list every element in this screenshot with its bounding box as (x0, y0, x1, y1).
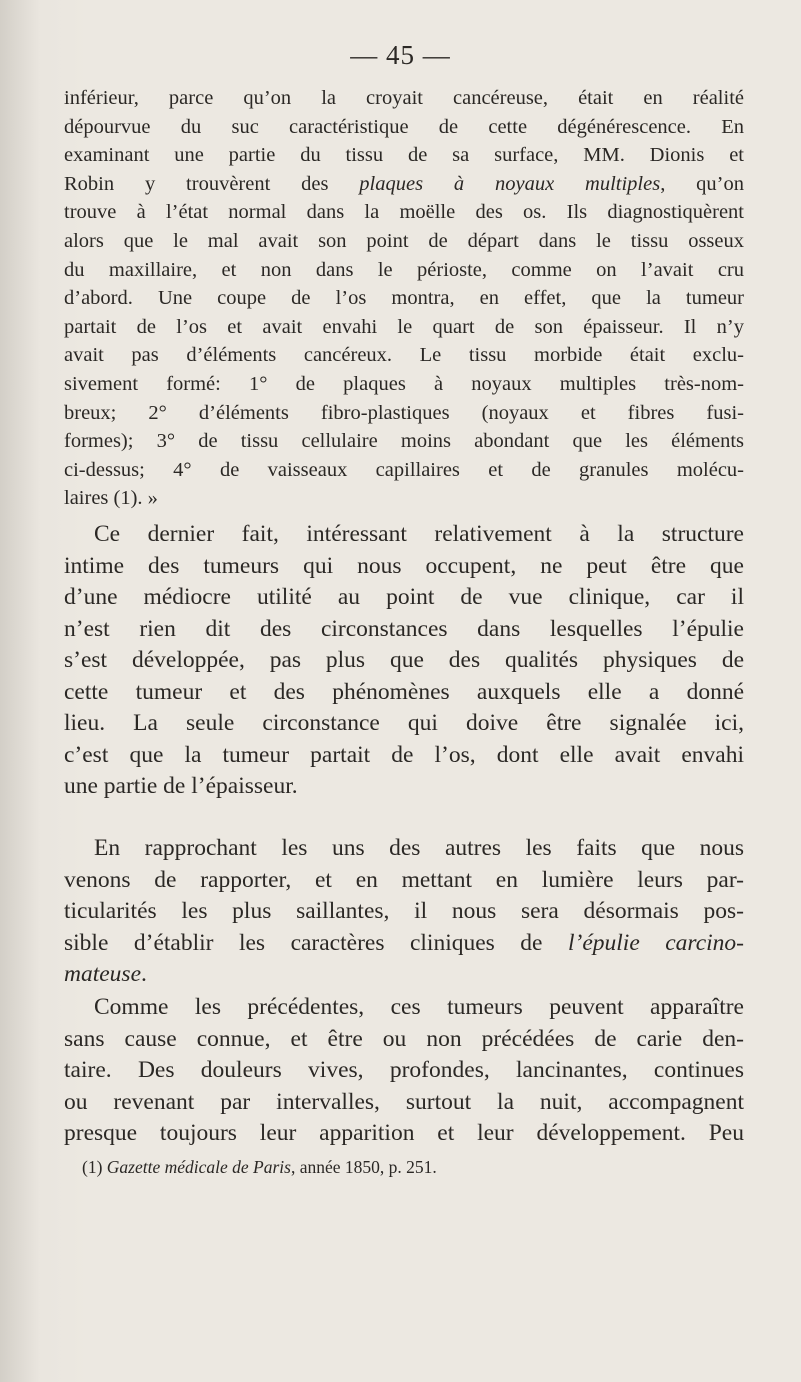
text-line: une partie de l’épaisseur. (64, 773, 298, 799)
text-line: du maxillaire, et non dans le périoste, comme on l’avait cru (64, 258, 744, 281)
text-line: dépourvue du suc caractéristique de cette dégénérescence. En (64, 115, 744, 138)
text-line: laires (1). » (64, 487, 158, 510)
text-line: lieu. La seule circonstance qui doive être signalée ici, (64, 710, 744, 736)
paragraph (64, 992, 744, 1150)
quoted-passage (64, 84, 744, 513)
text-line (64, 928, 744, 960)
text-line: partait de l’os et avait envahi le quart de son épaisseur. Il n’y (64, 315, 744, 338)
text-line: sans cause connue, et être ou non précédées de carie den- (64, 1025, 744, 1052)
text-line: trouve à l’état normal dans la moëlle des os. Ils diagnostiquèrent (64, 201, 744, 224)
footnote-text: , année 1850, p. 251. (290, 1157, 437, 1177)
text-line: examinant une partie du tissu de sa surface, MM. Dionis et (64, 144, 744, 167)
paragraph (64, 833, 744, 991)
text-line: n’est rien dit des circonstances dans lesquelles l’épulie (64, 615, 744, 642)
text-line: cette tumeur et des phénomènes auxquels elle a donné (64, 678, 744, 705)
italic-term: mateuse (64, 961, 142, 987)
text-line: breux; 2° d’éléments fibro-plastiques (noyaux et fibres fusi- (64, 401, 744, 424)
text-line: intime des tumeurs qui nous occupent, ne peut être que (64, 552, 744, 579)
text-line: d’une médiocre utilité au point de vue clinique, car il (64, 584, 744, 610)
text-line: d’abord. Une coupe de l’os montra, en effet, que la tumeur (64, 287, 744, 310)
italic-term: plaques à noyaux multiples (359, 172, 661, 195)
text-line (64, 959, 744, 991)
text-line: Ce dernier fait, intéressant relativement à la structure (94, 521, 744, 547)
text-line: s’est développée, pas plus que des qualités physiques de (64, 647, 744, 673)
text-line: avait pas d’éléments cancéreux. Le tissu morbide était exclu- (64, 344, 744, 367)
footnote-mark: (1) (82, 1157, 107, 1177)
text-line (64, 170, 744, 199)
text-line: taire. Des douleurs vives, profondes, lancinantes, continues (64, 1057, 744, 1083)
text-line: sivement formé: 1° de plaques à noyaux multiples très-nom- (64, 372, 744, 395)
text-line: c’est que la tumeur partait de l’os, dont elle avait envahi (64, 741, 744, 768)
text-line: alors que le mal avait son point de départ dans le tissu osseux (64, 229, 744, 252)
paragraph (64, 519, 744, 803)
text-line: ci-dessus; 4° de vaisseaux capillaires et de granules molécu- (64, 458, 744, 481)
footnote-journal: Gazette médicale de Paris (106, 1157, 291, 1177)
text-line: ou revenant par intervalles, surtout la nuit, accompagnent (64, 1088, 744, 1115)
text-fragment: Robin y trouvèrent des (64, 172, 360, 195)
text-fragment: , qu’on (660, 172, 744, 195)
text-line: ticularités les plus saillantes, il nous sera désormais pos- (64, 898, 744, 924)
footnote (82, 1157, 437, 1178)
text-line: En rapprochant les uns des autres les faits que nous (94, 835, 744, 861)
text-line: Comme les précédentes, ces tumeurs peuvent apparaître (94, 994, 744, 1020)
page-number: — 45 — (350, 40, 451, 70)
text-line: presque toujours leur apparition et leur développement. Peu (64, 1120, 744, 1146)
text-fragment: sible d’établir les caractères cliniques de (64, 929, 568, 956)
text-line: inférieur, parce qu’on la croyait cancéreuse, était en réalité (64, 87, 744, 109)
italic-term: l’épulie carcino- (567, 929, 744, 956)
text-line: formes); 3° de tissu cellulaire moins abondant que les éléments (64, 430, 744, 453)
text-line: venons de rapporter, et en mettant en lumière leurs par- (64, 866, 744, 893)
text-fragment: . (141, 961, 147, 987)
